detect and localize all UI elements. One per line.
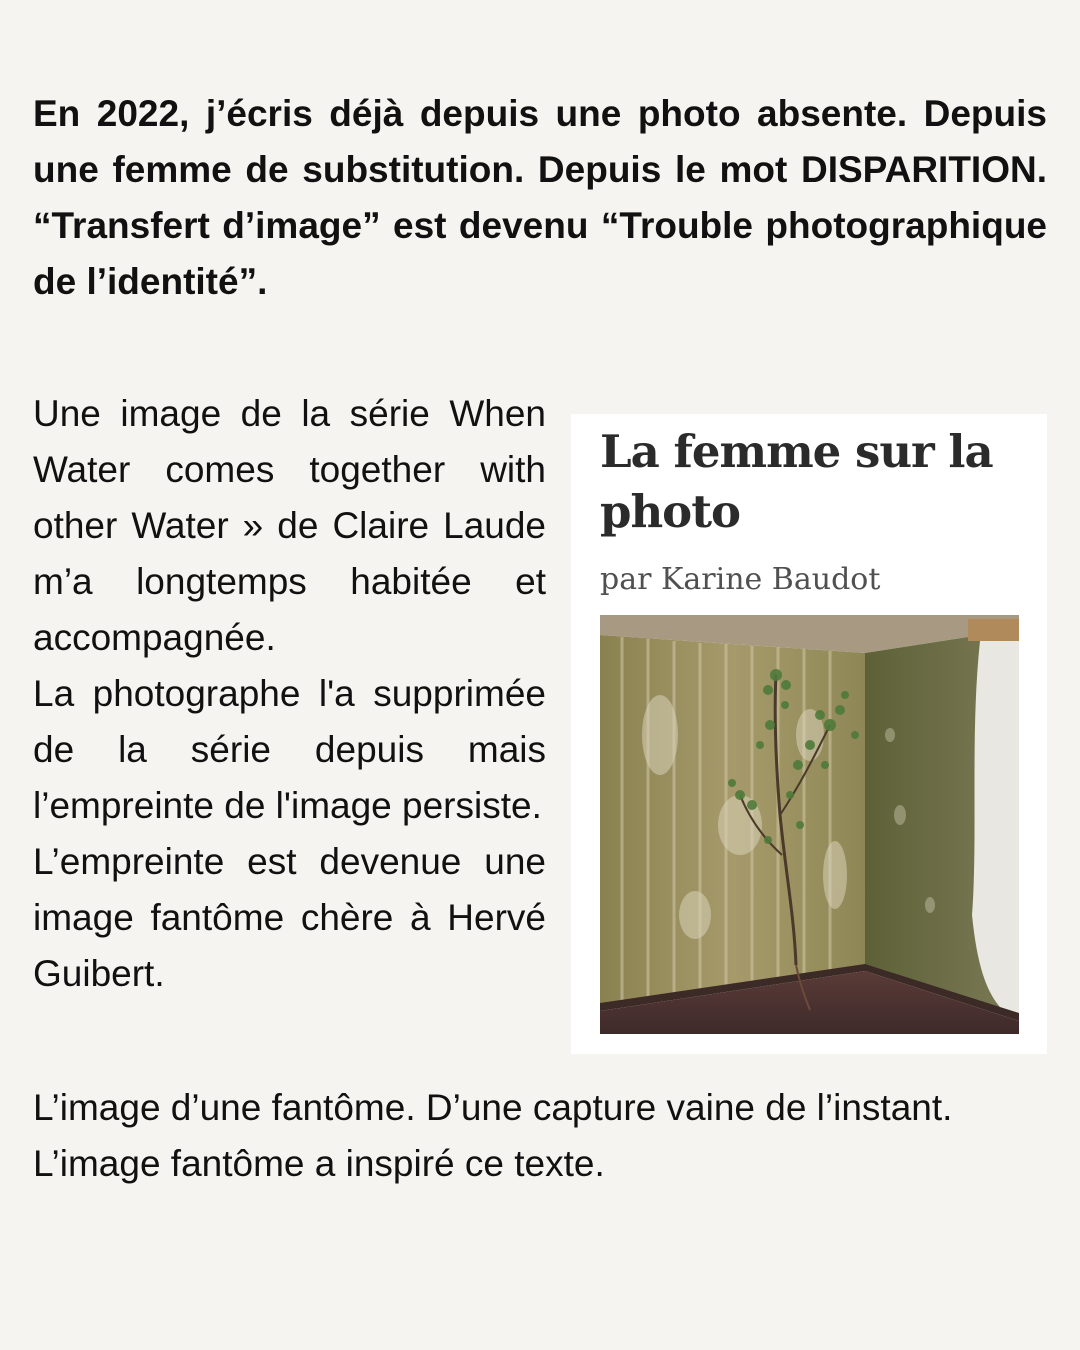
book-author: par Karine Baudot: [600, 562, 881, 597]
book-card: [571, 414, 1047, 1054]
outro-line: L’image fantôme a inspiré ce texte.: [33, 1143, 605, 1184]
body-paragraph: L’empreinte est devenue une image fantôme chère à Hervé Guibert.: [33, 841, 546, 994]
body-paragraph: Une image de la série When Water comes together with other Water » de Claire Laude m’a longtemps habitée et accompagnée.: [33, 393, 546, 658]
intro-paragraph: En 2022, j’écris déjà depuis une photo absente. Depuis une femme de substitution. Depuis le mot DISPARITION. “Transfert d’image” est devenu “Trouble photographique de l’identité”.: [33, 93, 1047, 302]
body-paragraph: La photographe l'a supprimée de la série depuis mais l’empreinte de l'image persiste.: [33, 673, 546, 826]
room-with-tree-photo: [600, 615, 1019, 1034]
body-text: [33, 386, 546, 1002]
outro-line: L’image d’une fantôme. D’une capture vaine de l’instant.: [33, 1087, 953, 1128]
outro-text: [33, 1080, 1047, 1192]
book-title: La femme sur la photo: [600, 425, 993, 538]
